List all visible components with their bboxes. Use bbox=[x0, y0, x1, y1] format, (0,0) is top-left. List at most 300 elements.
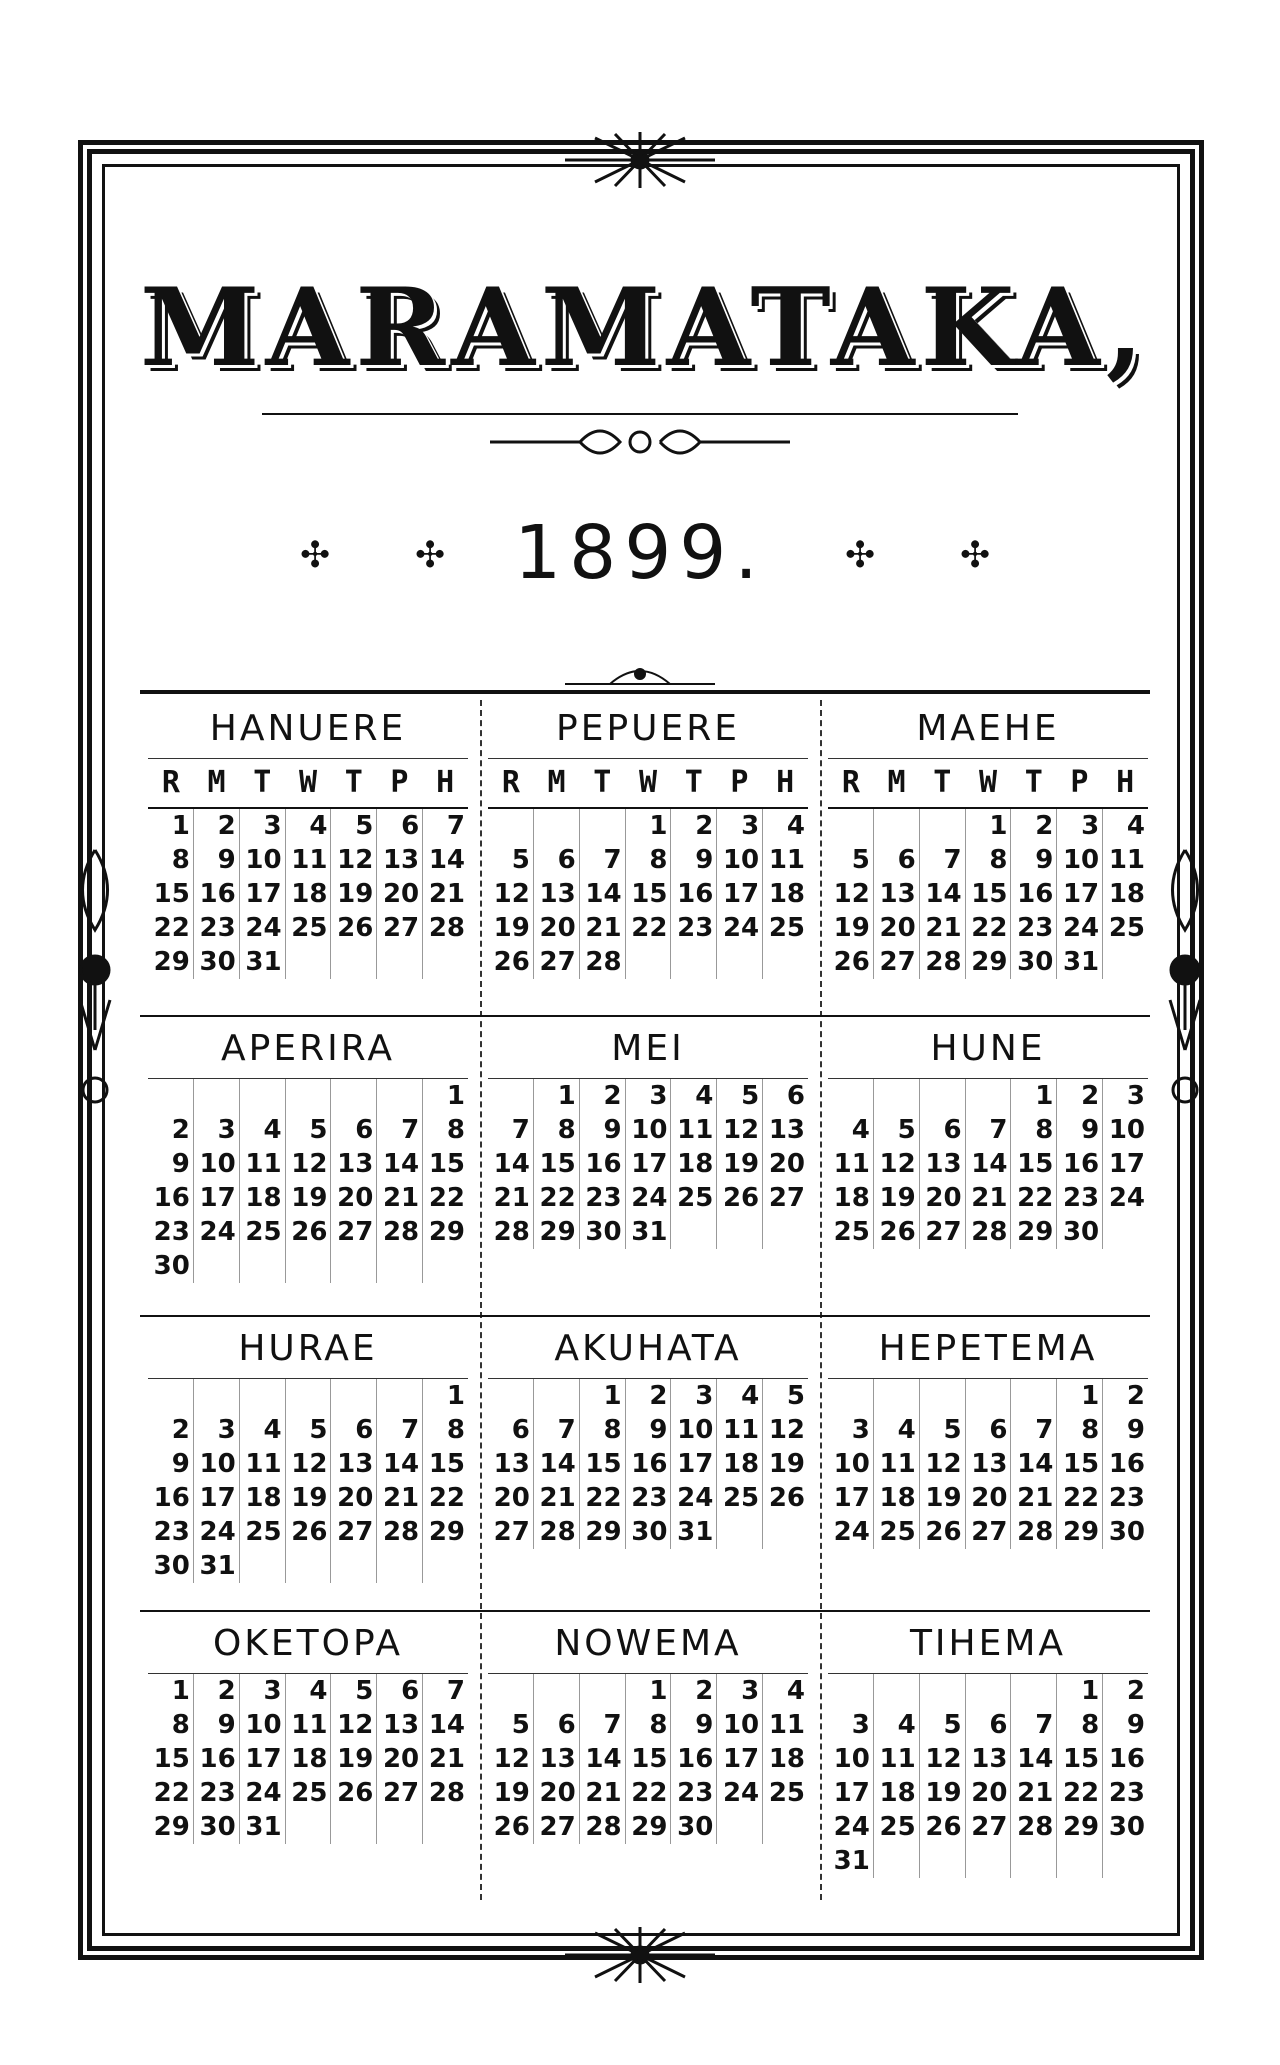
day-cell: 4 bbox=[786, 1676, 806, 1706]
day-cell bbox=[717, 945, 763, 979]
day-cell: 20 bbox=[331, 1481, 377, 1515]
day-cell bbox=[377, 945, 423, 979]
week-row bbox=[148, 1249, 468, 1283]
day-cell: 30 bbox=[626, 1515, 672, 1549]
week-row bbox=[828, 1481, 1148, 1515]
day-cell: 23 bbox=[148, 1515, 194, 1549]
day-cell: 17 bbox=[1108, 1149, 1146, 1179]
day-cell bbox=[966, 1379, 1012, 1413]
day-cell: 2 bbox=[194, 809, 240, 843]
week-row bbox=[828, 1379, 1148, 1413]
weekday-label: M bbox=[207, 765, 226, 800]
day-cell: 12 bbox=[920, 1742, 966, 1776]
day-cell: 20 bbox=[534, 911, 580, 945]
day-cell: 22 bbox=[148, 911, 194, 945]
day-cell: 22 bbox=[1057, 1481, 1103, 1515]
day-cell: 1 bbox=[966, 809, 1012, 843]
row-divider bbox=[140, 1610, 1150, 1612]
day-cell: 4 bbox=[671, 1079, 717, 1113]
day-cell: 7 bbox=[580, 1708, 626, 1742]
day-cell: 27 bbox=[966, 1515, 1012, 1549]
day-cell: 11 bbox=[671, 1113, 717, 1147]
day-cell: 7 bbox=[377, 1113, 423, 1147]
day-cell: 21 bbox=[580, 1776, 626, 1810]
day-cell: 14 bbox=[377, 1447, 423, 1481]
weekday-label: R bbox=[841, 765, 860, 800]
day-cell bbox=[534, 1379, 580, 1413]
day-cell: 25 bbox=[240, 1215, 286, 1249]
day-cell: 1 bbox=[1057, 1674, 1103, 1708]
day-cell: 30 bbox=[1057, 1215, 1103, 1249]
day-cell: 7 bbox=[446, 811, 466, 841]
day-cell: 26 bbox=[874, 1215, 920, 1249]
day-cell: 18 bbox=[286, 877, 332, 911]
day-cell: 21 bbox=[580, 911, 626, 945]
day-cell bbox=[874, 1379, 920, 1413]
day-cell: 2 bbox=[1057, 1079, 1103, 1113]
day-cell: 1 bbox=[148, 809, 194, 843]
day-cell bbox=[194, 1079, 240, 1113]
day-cell: 11 bbox=[240, 1447, 286, 1481]
day-cell: 2 bbox=[626, 1379, 672, 1413]
day-cell: 6 bbox=[966, 1708, 1012, 1742]
week-row bbox=[828, 843, 1148, 877]
day-cell bbox=[828, 1379, 874, 1413]
day-cell bbox=[1011, 1674, 1057, 1708]
day-cell: 1 bbox=[1057, 1379, 1103, 1413]
day-cell: 11 bbox=[286, 843, 332, 877]
day-cell: 13 bbox=[488, 1447, 534, 1481]
day-cell: 25 bbox=[828, 1215, 874, 1249]
day-cell: 24 bbox=[828, 1515, 874, 1549]
day-cell bbox=[377, 1249, 423, 1283]
day-cell: 23 bbox=[671, 911, 717, 945]
day-cell: 11 bbox=[768, 1710, 806, 1740]
weekday-label: W bbox=[638, 765, 658, 800]
day-cell: 9 bbox=[1126, 1415, 1146, 1445]
day-cell: 22 bbox=[626, 911, 672, 945]
day-cell bbox=[377, 1810, 423, 1844]
day-cell: 30 bbox=[194, 945, 240, 979]
day-cell: 11 bbox=[1108, 845, 1146, 875]
day-cell: 9 bbox=[1011, 843, 1057, 877]
day-cell: 15 bbox=[580, 1447, 626, 1481]
day-cell: 17 bbox=[240, 877, 286, 911]
day-cell: 7 bbox=[1011, 1413, 1057, 1447]
day-cell: 11 bbox=[717, 1413, 763, 1447]
day-cell: 30 bbox=[1108, 1812, 1146, 1842]
day-cell: 16 bbox=[194, 877, 240, 911]
day-cell: 7 bbox=[488, 1113, 534, 1147]
day-cell: 5 bbox=[286, 1113, 332, 1147]
day-cell: 25 bbox=[768, 913, 806, 943]
day-cell: 21 bbox=[534, 1481, 580, 1515]
day-cell: 24 bbox=[1057, 911, 1103, 945]
weekday-label: H bbox=[436, 765, 455, 800]
day-cell: 26 bbox=[920, 1515, 966, 1549]
week-row bbox=[488, 1147, 808, 1181]
day-cell: 12 bbox=[874, 1147, 920, 1181]
day-cell: 2 bbox=[1011, 809, 1057, 843]
day-cell bbox=[1103, 945, 1148, 979]
week-row bbox=[488, 1215, 808, 1249]
day-cell: 13 bbox=[966, 1742, 1012, 1776]
day-cell: 14 bbox=[377, 1147, 423, 1181]
day-cell: 12 bbox=[331, 843, 377, 877]
month-block bbox=[488, 1020, 808, 1249]
week-row bbox=[488, 1810, 808, 1844]
day-cell: 4 bbox=[786, 811, 806, 841]
day-cell: 20 bbox=[377, 877, 423, 911]
month-block bbox=[488, 700, 808, 979]
day-cell: 5 bbox=[920, 1708, 966, 1742]
day-cell: 26 bbox=[331, 1776, 377, 1810]
day-cell bbox=[194, 1379, 240, 1413]
day-cell: 3 bbox=[240, 809, 286, 843]
day-cell: 28 bbox=[920, 945, 966, 979]
day-cell bbox=[488, 1379, 534, 1413]
day-cell: 24 bbox=[717, 1776, 763, 1810]
week-row bbox=[148, 1810, 468, 1844]
day-cell: 4 bbox=[240, 1413, 286, 1447]
day-cell: 24 bbox=[240, 1776, 286, 1810]
day-cell: 6 bbox=[488, 1413, 534, 1447]
star-ornament: ✣ bbox=[845, 535, 876, 576]
day-cell: 12 bbox=[331, 1708, 377, 1742]
weekday-label: W bbox=[298, 765, 318, 800]
day-cell: 10 bbox=[240, 1708, 286, 1742]
week-row bbox=[828, 1515, 1148, 1549]
day-cell: 31 bbox=[240, 1810, 286, 1844]
day-cell: 9 bbox=[148, 1147, 194, 1181]
day-cell: 9 bbox=[580, 1113, 626, 1147]
week-row bbox=[148, 877, 468, 911]
day-cell: 12 bbox=[828, 877, 874, 911]
day-cell: 9 bbox=[671, 1708, 717, 1742]
day-cell: 29 bbox=[1057, 1515, 1103, 1549]
day-cell: 15 bbox=[428, 1149, 466, 1179]
day-cell bbox=[1011, 1379, 1057, 1413]
day-cell: 15 bbox=[626, 877, 672, 911]
week-row bbox=[488, 911, 808, 945]
day-cell: 3 bbox=[240, 1674, 286, 1708]
day-cell: 24 bbox=[717, 911, 763, 945]
day-cell: 11 bbox=[828, 1147, 874, 1181]
day-cell bbox=[423, 1549, 468, 1583]
day-cell: 27 bbox=[534, 1810, 580, 1844]
day-cell: 19 bbox=[488, 911, 534, 945]
month-days bbox=[148, 1379, 468, 1583]
day-cell: 6 bbox=[874, 843, 920, 877]
day-cell: 27 bbox=[874, 945, 920, 979]
day-cell: 18 bbox=[286, 1742, 332, 1776]
day-cell: 17 bbox=[717, 1742, 763, 1776]
day-cell: 19 bbox=[488, 1776, 534, 1810]
day-cell: 3 bbox=[194, 1113, 240, 1147]
day-cell: 25 bbox=[768, 1778, 806, 1808]
row-divider bbox=[140, 1315, 1150, 1317]
day-cell: 12 bbox=[717, 1113, 763, 1147]
day-cell: 30 bbox=[671, 1810, 717, 1844]
day-cell: 26 bbox=[828, 945, 874, 979]
day-cell: 6 bbox=[966, 1413, 1012, 1447]
day-cell bbox=[1057, 1844, 1103, 1878]
day-cell: 22 bbox=[1057, 1776, 1103, 1810]
day-cell: 29 bbox=[1057, 1810, 1103, 1844]
day-cell: 12 bbox=[286, 1447, 332, 1481]
side-ornament-left bbox=[60, 830, 130, 1130]
weekday-label: M bbox=[887, 765, 906, 800]
day-cell bbox=[874, 1674, 920, 1708]
day-cell bbox=[194, 1249, 240, 1283]
day-cell: 29 bbox=[966, 945, 1012, 979]
day-cell: 17 bbox=[194, 1181, 240, 1215]
day-cell: 9 bbox=[671, 843, 717, 877]
month-name: TIHEMA bbox=[828, 1615, 1148, 1674]
day-cell: 25 bbox=[671, 1181, 717, 1215]
day-cell: 12 bbox=[920, 1447, 966, 1481]
day-cell: 5 bbox=[874, 1113, 920, 1147]
weekday-header bbox=[148, 759, 468, 809]
day-cell bbox=[286, 1810, 332, 1844]
day-cell bbox=[1103, 1844, 1148, 1878]
day-cell: 27 bbox=[331, 1515, 377, 1549]
day-cell: 19 bbox=[717, 1147, 763, 1181]
day-cell: 2 bbox=[148, 1113, 194, 1147]
day-cell: 6 bbox=[331, 1413, 377, 1447]
page-title: MARAMATAKA, bbox=[140, 265, 1150, 391]
day-cell: 9 bbox=[626, 1413, 672, 1447]
day-cell: 23 bbox=[1108, 1778, 1146, 1808]
week-row bbox=[828, 1776, 1148, 1810]
day-cell bbox=[286, 1249, 332, 1283]
day-cell: 3 bbox=[828, 1413, 874, 1447]
day-cell: 4 bbox=[286, 1674, 332, 1708]
day-cell: 31 bbox=[1057, 945, 1103, 979]
day-cell: 6 bbox=[534, 843, 580, 877]
day-cell: 3 bbox=[194, 1413, 240, 1447]
weekday-label: T bbox=[933, 765, 952, 800]
day-cell: 5 bbox=[786, 1381, 806, 1411]
flourish-ornament bbox=[490, 420, 790, 465]
month-days bbox=[488, 809, 808, 979]
day-cell: 3 bbox=[626, 1079, 672, 1113]
day-cell: 31 bbox=[240, 945, 286, 979]
weekday-label: H bbox=[776, 765, 795, 800]
day-cell: 22 bbox=[428, 1483, 466, 1513]
week-row bbox=[148, 809, 468, 843]
day-cell: 12 bbox=[488, 1742, 534, 1776]
day-cell: 11 bbox=[874, 1742, 920, 1776]
row-divider bbox=[140, 1015, 1150, 1017]
day-cell: 23 bbox=[626, 1481, 672, 1515]
day-cell: 3 bbox=[1126, 1081, 1146, 1111]
day-cell: 1 bbox=[1011, 1079, 1057, 1113]
day-cell: 16 bbox=[580, 1147, 626, 1181]
day-cell: 10 bbox=[240, 843, 286, 877]
week-row bbox=[488, 877, 808, 911]
day-cell bbox=[240, 1379, 286, 1413]
day-cell: 22 bbox=[428, 1183, 466, 1213]
week-row bbox=[828, 945, 1148, 979]
day-cell bbox=[286, 1549, 332, 1583]
weekday-header bbox=[828, 759, 1148, 809]
day-cell: 23 bbox=[580, 1181, 626, 1215]
day-cell bbox=[580, 1674, 626, 1708]
week-row bbox=[148, 1481, 468, 1515]
day-cell bbox=[717, 1810, 763, 1844]
day-cell: 19 bbox=[920, 1776, 966, 1810]
day-cell: 17 bbox=[626, 1147, 672, 1181]
day-cell: 8 bbox=[148, 843, 194, 877]
month-block bbox=[828, 1615, 1148, 1878]
day-cell bbox=[920, 1079, 966, 1113]
day-cell: 6 bbox=[377, 809, 423, 843]
day-cell: 6 bbox=[377, 1674, 423, 1708]
day-cell: 14 bbox=[966, 1147, 1012, 1181]
day-cell: 31 bbox=[828, 1844, 874, 1878]
month-name: HURAE bbox=[148, 1320, 468, 1379]
day-cell: 13 bbox=[768, 1115, 806, 1145]
day-cell: 22 bbox=[534, 1181, 580, 1215]
day-cell: 29 bbox=[428, 1517, 466, 1547]
day-cell: 24 bbox=[194, 1515, 240, 1549]
week-row bbox=[148, 1147, 468, 1181]
day-cell: 24 bbox=[240, 911, 286, 945]
day-cell: 2 bbox=[671, 809, 717, 843]
day-cell: 24 bbox=[828, 1810, 874, 1844]
day-cell: 28 bbox=[428, 1778, 466, 1808]
day-cell bbox=[240, 1079, 286, 1113]
column-divider bbox=[820, 700, 822, 1900]
day-cell: 20 bbox=[768, 1149, 806, 1179]
day-cell: 18 bbox=[828, 1181, 874, 1215]
day-cell: 11 bbox=[240, 1147, 286, 1181]
week-row bbox=[148, 843, 468, 877]
day-cell: 13 bbox=[534, 877, 580, 911]
day-cell: 1 bbox=[626, 809, 672, 843]
week-row bbox=[488, 809, 808, 843]
day-cell: 27 bbox=[331, 1215, 377, 1249]
weekday-label: M bbox=[547, 765, 566, 800]
day-cell: 24 bbox=[626, 1181, 672, 1215]
day-cell: 14 bbox=[580, 877, 626, 911]
month-days bbox=[488, 1379, 808, 1549]
day-cell: 29 bbox=[534, 1215, 580, 1249]
day-cell: 14 bbox=[488, 1147, 534, 1181]
day-cell: 29 bbox=[580, 1515, 626, 1549]
month-days bbox=[828, 1079, 1148, 1249]
day-cell bbox=[580, 809, 626, 843]
day-cell bbox=[671, 1215, 717, 1249]
day-cell: 30 bbox=[148, 1549, 194, 1583]
week-row bbox=[488, 843, 808, 877]
week-row bbox=[488, 1447, 808, 1481]
day-cell: 15 bbox=[148, 877, 194, 911]
day-cell: 16 bbox=[671, 877, 717, 911]
day-cell: 5 bbox=[717, 1079, 763, 1113]
weekday-label: R bbox=[161, 765, 180, 800]
day-cell: 2 bbox=[580, 1079, 626, 1113]
day-cell: 27 bbox=[488, 1515, 534, 1549]
day-cell: 16 bbox=[1011, 877, 1057, 911]
day-cell: 27 bbox=[920, 1215, 966, 1249]
month-block bbox=[828, 700, 1148, 979]
day-cell: 23 bbox=[1108, 1483, 1146, 1513]
day-cell bbox=[828, 1674, 874, 1708]
day-cell bbox=[534, 809, 580, 843]
week-row bbox=[488, 1515, 808, 1549]
day-cell: 21 bbox=[1011, 1776, 1057, 1810]
day-cell: 20 bbox=[488, 1481, 534, 1515]
day-cell: 28 bbox=[1011, 1810, 1057, 1844]
day-cell: 21 bbox=[488, 1181, 534, 1215]
day-cell: 14 bbox=[1011, 1447, 1057, 1481]
week-row bbox=[828, 911, 1148, 945]
day-cell: 5 bbox=[331, 809, 377, 843]
day-cell: 28 bbox=[377, 1515, 423, 1549]
day-cell bbox=[671, 945, 717, 979]
day-cell: 12 bbox=[768, 1415, 806, 1445]
day-cell: 17 bbox=[828, 1481, 874, 1515]
day-cell: 11 bbox=[874, 1447, 920, 1481]
day-cell: 14 bbox=[428, 1710, 466, 1740]
day-cell bbox=[488, 809, 534, 843]
day-cell: 10 bbox=[1057, 843, 1103, 877]
day-cell: 3 bbox=[1057, 809, 1103, 843]
day-cell: 19 bbox=[768, 1449, 806, 1479]
day-cell: 6 bbox=[920, 1113, 966, 1147]
day-cell: 26 bbox=[768, 1483, 806, 1513]
week-row bbox=[488, 1742, 808, 1776]
day-cell bbox=[423, 1810, 468, 1844]
day-cell: 4 bbox=[286, 809, 332, 843]
day-cell: 8 bbox=[446, 1115, 466, 1145]
day-cell: 22 bbox=[626, 1776, 672, 1810]
week-row bbox=[148, 1776, 468, 1810]
month-days bbox=[828, 809, 1148, 979]
day-cell: 13 bbox=[920, 1147, 966, 1181]
day-cell: 15 bbox=[626, 1742, 672, 1776]
day-cell: 26 bbox=[286, 1515, 332, 1549]
day-cell: 23 bbox=[148, 1215, 194, 1249]
day-cell: 8 bbox=[966, 843, 1012, 877]
day-cell: 26 bbox=[286, 1215, 332, 1249]
week-row bbox=[828, 1708, 1148, 1742]
week-row bbox=[148, 911, 468, 945]
day-cell: 22 bbox=[1011, 1181, 1057, 1215]
day-cell: 12 bbox=[286, 1147, 332, 1181]
day-cell bbox=[331, 1379, 377, 1413]
day-cell: 23 bbox=[671, 1776, 717, 1810]
calendar-year: 1899. bbox=[514, 510, 766, 596]
day-cell: 20 bbox=[874, 911, 920, 945]
day-cell: 26 bbox=[920, 1810, 966, 1844]
month-days bbox=[828, 1379, 1148, 1549]
day-cell: 18 bbox=[671, 1147, 717, 1181]
day-cell bbox=[920, 1674, 966, 1708]
weekday-label: P bbox=[730, 765, 749, 800]
week-row bbox=[488, 1379, 808, 1413]
day-cell bbox=[763, 1215, 808, 1249]
day-cell: 8 bbox=[626, 1708, 672, 1742]
day-cell: 28 bbox=[488, 1215, 534, 1249]
day-cell bbox=[966, 1079, 1012, 1113]
day-cell: 29 bbox=[428, 1217, 466, 1247]
day-cell: 8 bbox=[1057, 1708, 1103, 1742]
month-block bbox=[828, 1020, 1148, 1249]
week-row bbox=[488, 1481, 808, 1515]
